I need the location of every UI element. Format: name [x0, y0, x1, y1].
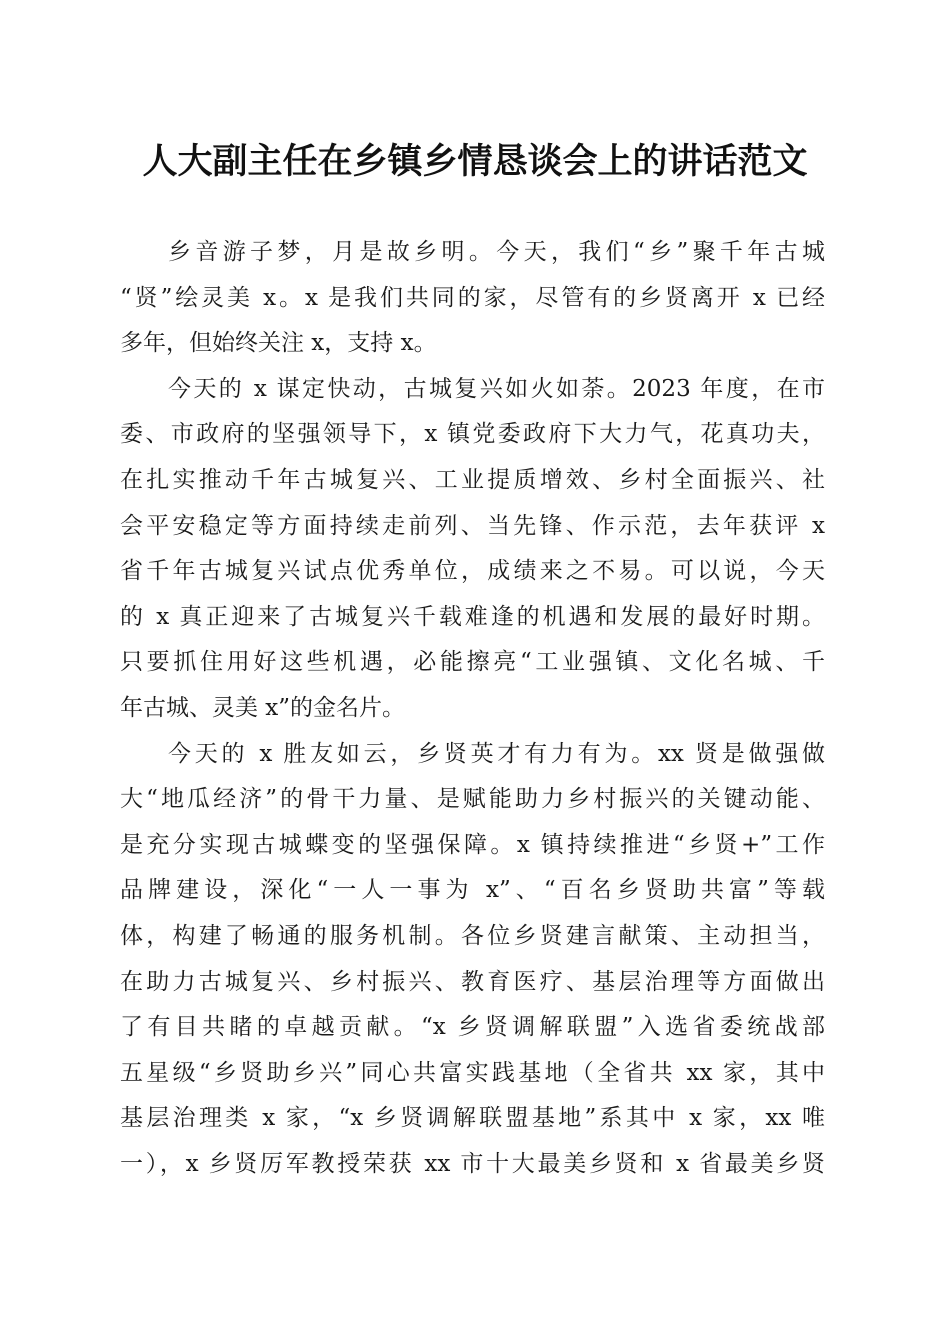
text-line: 一），x 乡贤厉军教授荣获 xx 市十大最美乡贤和 x 省最美乡贤 — [120, 1150, 825, 1177]
paragraph — [120, 732, 825, 1188]
text-line: 在助力古城复兴、乡村振兴、教育医疗、基层治理等方面做出 — [120, 968, 825, 995]
text-line: 多年，但始终关注 x，支持 x。 — [120, 330, 437, 357]
text-line: 大“地瓜经济”的骨干力量、是赋能助力乡村振兴的关键动能、 — [120, 786, 825, 813]
text-line: 体，构建了畅通的服务机制。各位乡贤建言献策、主动担当， — [120, 922, 825, 949]
document-body — [120, 230, 825, 1187]
text-line: 品牌建设，深化“一人一事为 x”、“百名乡贤助共富”等载 — [120, 877, 825, 904]
text-line: 五星级“乡贤助乡兴”同心共富实践基地（全省共 xx 家，其中 — [120, 1059, 825, 1086]
text-line: 今天的 x 胜友如云，乡贤英才有力有为。xx 贤是做强做 — [168, 740, 825, 767]
paragraph — [120, 367, 825, 732]
text-line: 省千年古城复兴试点优秀单位，成绩来之不易。可以说，今天 — [120, 558, 825, 585]
text-line: 今天的 x 谋定快动，古城复兴如火如荼。2023 年度，在市 — [168, 375, 825, 402]
text-line: 委、市政府的坚强领导下，x 镇党委政府下大力气，花真功夫， — [120, 421, 825, 448]
document-title: 人大副主任在乡镇乡情恳谈会上的讲话范文 — [142, 141, 808, 182]
paragraph — [120, 230, 825, 367]
text-line: 会平安稳定等方面持续走前列、当先锋、作示范，去年获评 x — [120, 512, 825, 539]
text-line: 是充分实现古城蝶变的坚强保障。x 镇持续推进“乡贤+”工作 — [120, 831, 825, 858]
text-line: 基层治理类 x 家，“x 乡贤调解联盟基地”系其中 x 家，xx 唯 — [120, 1105, 825, 1132]
text-line: 在扎实推动千年古城复兴、工业提质增效、乡村全面振兴、社 — [120, 466, 825, 493]
text-line: “贤”绘灵美 x。x 是我们共同的家，尽管有的乡贤离开 x 已经 — [120, 284, 825, 311]
text-line: 年古城、灵美 x”的金名片。 — [120, 694, 406, 721]
text-line: 了有目共睹的卓越贡献。“x 乡贤调解联盟”入选省委统战部 — [120, 1014, 825, 1041]
text-line: 只要抓住用好这些机遇，必能擦亮“工业强镇、文化名城、千 — [120, 649, 825, 676]
text-line: 的 x 真正迎来了古城复兴千载难逢的机遇和发展的最好时期。 — [120, 603, 825, 630]
text-line: 乡音游子梦，月是故乡明。今天，我们“乡”聚千年古城 — [168, 239, 825, 265]
